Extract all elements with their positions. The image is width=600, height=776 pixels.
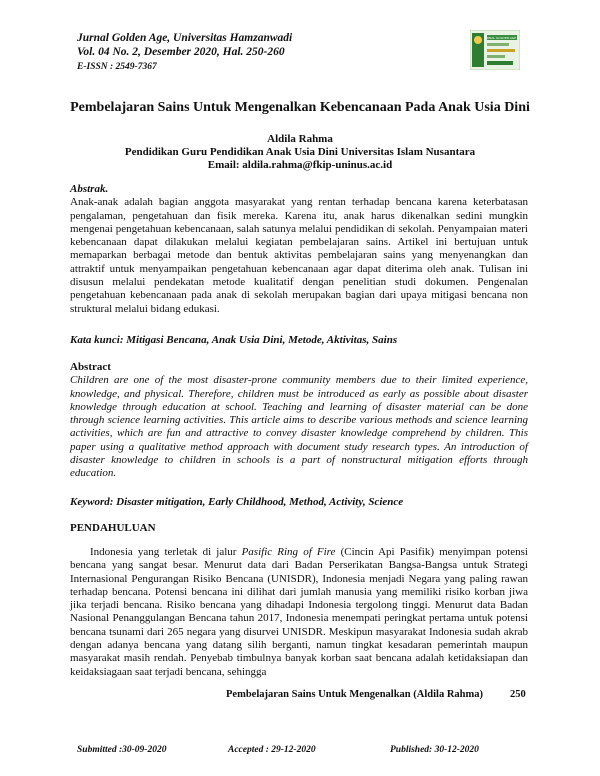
section-title: PENDAHULUAN <box>70 522 156 534</box>
body-intro: Indonesia yang terletak di jalur <box>90 546 242 558</box>
accepted-date: Accepted : 29-12-2020 <box>228 745 316 755</box>
logo-text: JURNAL GOLDEN AGE <box>483 36 517 41</box>
abstract-section <box>70 361 528 481</box>
abstrak-text: Anak-anak adalah bagian anggota masyarakat yang rentan terhadap bencana karena keterbatasan pengalaman, pengetahuan dan fisik mereka. Karena itu, anak harus dikenalkan sedini mungkin mengenai pengetahuan kebencanaan, salah satunya melalui pendidikan di sekolah. Penyampaian materi kebencanaan dapat dilakukan melalui kegiatan pembelajaran sains. Artikel ini bertujuan untuk memaparkan berbagai metode dan bentuk aktivitas pembelajaran sains yang menyenangkan dan attraktif untuk menyampaikan pengetahuan kebencanaan agar dapat diterima oleh anak. Tulisan ini disusun melalui pendekatan metode kualitatif dengan penelitian studi dokumen. Pengenalan pengetahuan kebencanaan pada anak di sekolah merupakan bagian dari upaya mitigasi bencana non struktural melalui bidang edukasi. <box>70 196 528 315</box>
submitted-date: Submitted :30-09-2020 <box>77 745 167 755</box>
abstrak-section <box>70 183 528 316</box>
page-number: 250 <box>510 689 526 700</box>
body-italic-term: Pasific Ring of Fire <box>241 546 336 558</box>
body-paragraph <box>70 546 528 679</box>
paper-title: Pembelajaran Sains Untuk Mengenalkan Kebencanaan Pada Anak Usia Dini <box>70 100 530 115</box>
body-rest: (Cincin Api Pasifik) menyimpan potensi bencana yang sangat besar. Menurut data dari Badan Perserikatan Bangsa-Bangsa untuk Strategi Internasional Pengurangan Risiko Bencana (UNISDR), Indonesia menjadi Negara yang paling rawan terhadap bencana. Potensi bencana ini dilihat dari jumlah manusia yang memiliki risiko korban jiwa jika terjadi bencana. Risiko bencana yang dihadapi Indonesia tergolong tinggi. Menurut data Badan Nasional Penanggulangan Bencana tahun 2017, Indonesia menempati peringkat pertama untuk potensi bencana tsunami dari 265 negara yang disurvei UNISDR. Meskipun masyarakat Indonesia sudah akrab dengan adanya bencana yang datang silih berganti, namun tingkat kesadaran pemerintah maupun masyarakat masih rendah. Penyebab timbulnya banyak korban saat bencana adalah ketidaksiapan dan keidaksiagaan saat terjadi bencana, sehingga <box>70 546 528 678</box>
author-name: Aldila Rahma <box>267 133 333 145</box>
running-title: Pembelajaran Sains Untuk Mengenalkan (Aldila Rahma) <box>226 689 483 700</box>
author-email: Email: aldila.rahma@fkip-uninus.ac.id <box>207 159 393 171</box>
abstract-label: Abstract <box>70 361 111 373</box>
kata-kunci: Kata kunci: Mitigasi Bencana, Anak Usia Dini, Metode, Aktivitas, Sains <box>70 334 398 346</box>
journal-volume: Vol. 04 No. 2, Desember 2020, Hal. 250-260 <box>77 46 285 58</box>
abstrak-label: Abstrak. <box>70 183 109 195</box>
keyword: Keyword: Disaster mitigation, Early Childhood, Method, Activity, Science <box>70 496 404 508</box>
journal-logo <box>470 30 520 70</box>
author-affiliation: Pendidikan Guru Pendidikan Anak Usia Dini Universitas Islam Nusantara <box>124 146 476 158</box>
journal-name: Jurnal Golden Age, Universitas Hamzanwadi <box>77 32 293 44</box>
journal-issn: E-ISSN : 2549-7367 <box>77 62 157 72</box>
published-date: Published: 30-12-2020 <box>390 745 479 755</box>
abstract-text: Children are one of the most disaster-prone community members due to their limited experience, knowledge, and physical. Therefore, children must be introduced as early as possible about disaster knowledge through education at school. Teaching and learning of disaster material can be done through science learning activities. This article aims to describe various methods and science learning activities, which are fun and attractive to convey disaster knowledge comprehend by children. This paper using a qualitative method approach with document study research types. An introduction of disaster knowledge to children in schools is a part of nonstructural mitigation efforts through education. <box>70 374 528 480</box>
